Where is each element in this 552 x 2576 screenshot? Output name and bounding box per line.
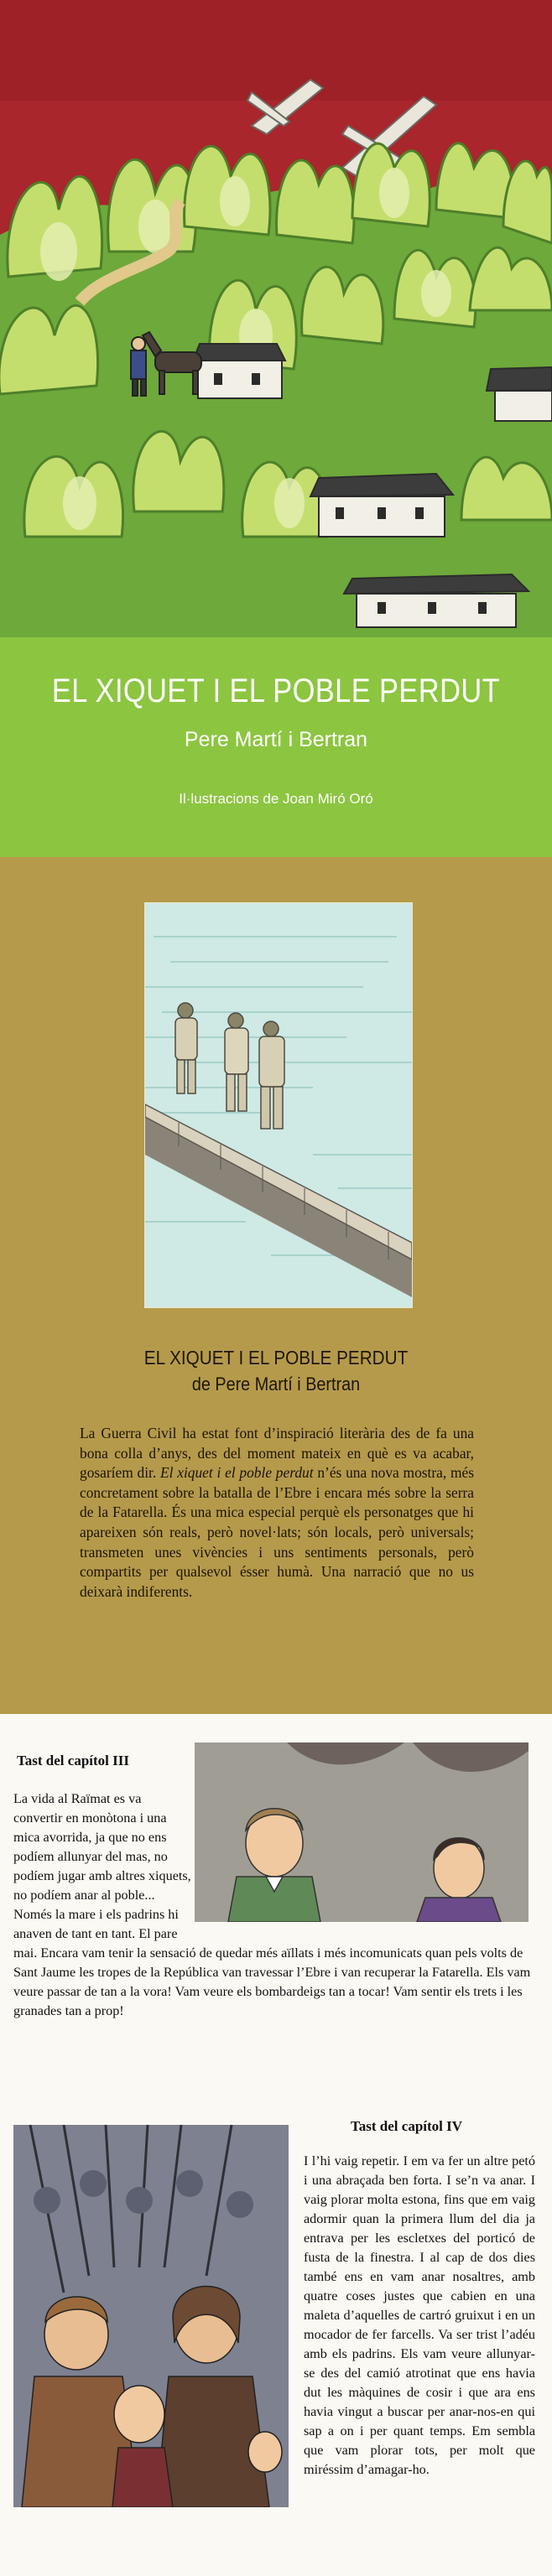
cover-illustrator: Il·lustracions de Joan Miró Oró — [179, 791, 373, 807]
back-cover-synopsis — [80, 1424, 474, 1602]
chapter-4-text: I l’hi vaig repetir. I em va fer un altre petó i una abraçada ben forta. I se’n va anar. I vaig plorar molta estona, fins que em vaig adormir quan la primera llum del dia ja entrava per les escletxes del porticó de fusta de la finestra. I al cap de dos dies també ens en vam anar nosaltres, amb quatre coses justes que cabien en una maleta d’aquelles de cartró gruixut i en un mocador de fer farcells. Va ser trist l’adéu amb els padrins. Els vam veure allunyar-se des del camió atrotinat que ens havia dut les màquines de cosir i que ara ens havia vingut a buscar per anar-nos-en qui sap a on i per quant temps. Em sembla que vam plorar tots, per molt que miréssim d’amagar-ho. — [304, 2153, 535, 2477]
back-cover-illustration — [144, 902, 413, 1308]
cover-author: Pere Martí i Bertran — [184, 728, 368, 751]
synopsis-text-end: n’és una nova mostra, més concretament sobre la batalla de l’Ebre i encara més sobre la serra de la Fatarella. És una mica especial perquè els personatges que hi apareixen són reals, però novel·lats; són locals, però universals; transmeten unes vivències i uns sentiments personals, però compartits per qualsevol ésser humà. Una narració que no us deixarà indiferents. — [80, 1464, 474, 1600]
chapter-3-text: La vida al Raïmat es va convertir en monòtona i una mica avorrida, ja que no ens podíem allunyar del mas, no podíem jugar amb altres xiquets, no podíem anar al poble... Només la mare i els padrins hi anaven de tant en tant. El pare mai. Encara vam tenir la sensació de quedar més aïllats i més incomunicats quan pels volts de Sant Jaume les tropes de la República van travessar l’Ebre i van recuperar la Fatarella. Els vam veure passar de tan a la vora! Vam veure els bombardeigs tan a tocar! Vam sentir els trets i les granades tan a prop! — [13, 1791, 531, 2018]
back-cover-author: de Pere Martí i Bertran — [191, 1374, 361, 1394]
chapter-3-text-block — [13, 1789, 535, 2021]
cover-title-area — [0, 637, 552, 857]
chapter-4-heading: Tast del capítol IV — [351, 2118, 463, 2134]
cover-illustration — [0, 0, 552, 637]
chapter-3-heading: Tast del capítol III — [17, 1753, 129, 1768]
back-cover-title: EL XIQUET I EL POBLE PERDUT — [143, 1347, 409, 1368]
chapter-4-text-block — [13, 2152, 535, 2507]
back-cover — [0, 857, 552, 1714]
cover-title: EL XIQUET I EL POBLE PERDUT — [51, 673, 501, 709]
book-cover — [0, 0, 552, 857]
synopsis-book-title: El xiquet i el poble perdut — [160, 1464, 314, 1482]
synopsis-text-start: La Guerra Civil ha estat font d’inspiració literària des de fa una bona colla d’anys, des del moment mateix en què es va acabar, gosaríem dir. — [80, 1425, 474, 1482]
excerpts-section — [0, 1714, 552, 2576]
